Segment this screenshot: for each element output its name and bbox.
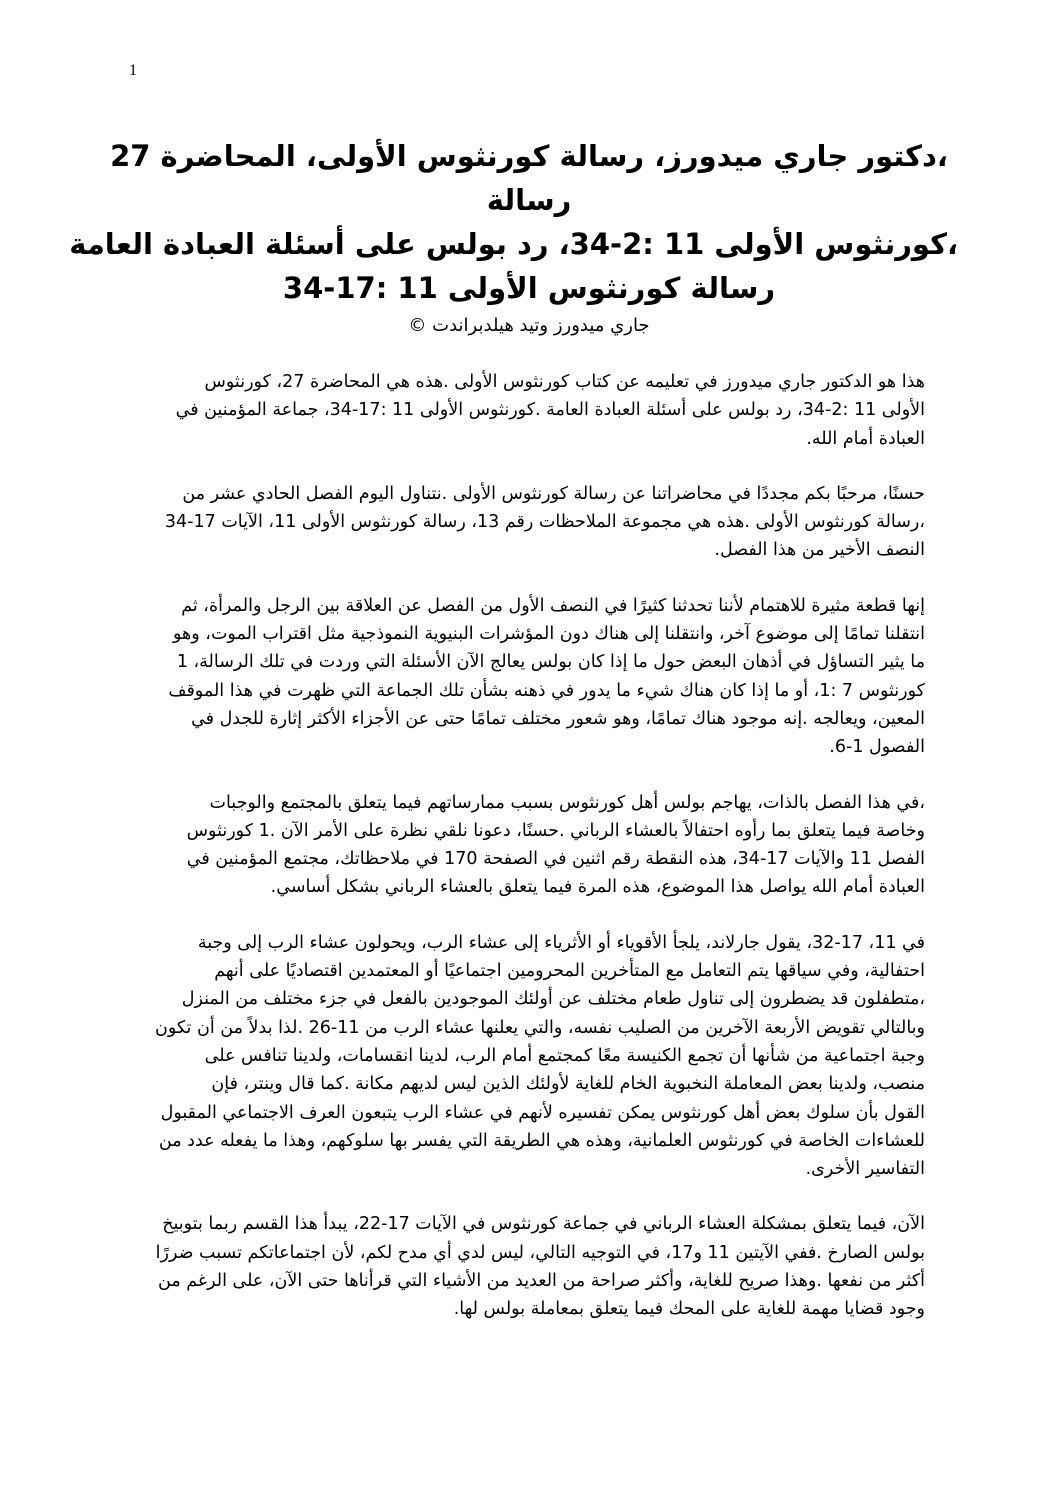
paragraph-line: العبادة أمام الله يواصل هذا الموضوع، هذه المرة فيما يتعلق بالعشاء الرباني بشكل أساسي. bbox=[270, 877, 925, 898]
page-number: 1 bbox=[129, 62, 137, 79]
paragraph bbox=[125, 480, 925, 565]
paragraph-line: الفصول 1-6. bbox=[829, 737, 925, 758]
paragraph-line: الأولى 11 :2-34، رد بولس على أسئلة العبادة العامة .كورنثوس الأولى 11 :17-34، جماعة المؤمنين في bbox=[175, 400, 925, 421]
paragraph-line: ما يثير التساؤل في أذهان البعض حول ما إذا كان بولس يعالج الآن الأسئلة التي وردت في تلك الرسالة، 1 bbox=[176, 652, 925, 673]
paragraph-line: العبادة أمام الله. bbox=[806, 428, 925, 449]
paragraph-line: كورنثوس 7 :1، أو ما إذا كان هناك شيء ما يدور في ذهنه بشأن تلك الجماعة التي ظهرت في هذا الموقف bbox=[168, 680, 925, 701]
paragraph-line: للعشاءات الخاصة في كورنثوس العلمانية، وهذه هي الطريقة التي يفسر بها سلوكهم، وهذا ما يفعله عدد من bbox=[158, 1130, 925, 1151]
title-line: رسالة bbox=[486, 183, 572, 217]
paragraph-line: التفاسير الأخرى. bbox=[805, 1159, 925, 1180]
paragraph-line: المعين، ويعالجه .إنه موجود هناك تمامًا، وهو شعور مختلف تمامًا حتى عن الأجزاء الأكثر إثارة للجدل في bbox=[191, 708, 925, 729]
copyright-line: جاري ميدورز وتيد هيلدبراندت © bbox=[408, 315, 650, 336]
paragraph-line: القول بأن سلوك بعض أهل كورنثوس يمكن تفسيره لأنهم في عشاء الرب يتبعون العرف الاجتماعي المقبول bbox=[160, 1102, 925, 1123]
paragraph bbox=[125, 1210, 925, 1323]
paragraph bbox=[125, 929, 925, 1184]
paragraph-line: انتقلنا تمامًا إلى موضوع آخر، وانتقلنا إلى هناك دون المؤشرات البنيوية النموذجية مثل اقتراب الموت، وهو bbox=[173, 624, 925, 645]
paragraph bbox=[125, 789, 925, 902]
paragraph-line: احتفالية، وفي سياقها يتم التعامل مع المتأخرين المحرومين اجتماعيًا أو المعتمدين اقتصاديًا على أنهم bbox=[214, 961, 925, 982]
paragraph bbox=[125, 592, 925, 762]
paragraph-line: ،متطفلون قد يضطرون إلى تناول طعام مختلف عن أولئك الموجودين بالفعل في جزء مختلف من المنزل bbox=[181, 989, 925, 1010]
paragraph-line: النصف الأخير من هذا الفصل. bbox=[714, 540, 925, 561]
paragraph-line: إنها قطعة مثيرة للاهتمام لأننا تحدثنا كثيرًا في النصف الأول من الفصل عن العلاقة بين الرجل والمرأة، ثم bbox=[181, 595, 925, 616]
title-line: ،كورنثوس الأولى 11 :2-34، رد بولس على أسئلة العبادة العامة bbox=[69, 227, 958, 261]
paragraph-line: ،رسالة كورنثوس الأولى .هذه هي مجموعة الملاحظات رقم 13، رسالة كورنثوس الأولى 11، الآيات 17-34 bbox=[164, 512, 925, 533]
title-line: ،دكتور جاري ميدورز، رسالة كورنثوس الأولى، المحاضرة 27 bbox=[110, 139, 948, 173]
paragraph-line: الفصل 11 والآيات 17-34، هذه النقطة رقم اثنين في الصفحة 170 في ملاحظاتك، مجتمع المؤمنين في bbox=[186, 849, 925, 870]
paragraph bbox=[125, 368, 925, 453]
paragraph-line: أكثر من نفعها .وهذا صريح للغاية، وأكثر صراحة من العديد من الأشياء التي قرأناها حتى الآن، على الرغم من bbox=[158, 1271, 925, 1292]
paragraph-line: بولس الصارخ .ففي الآيتين 11 و17، في التوجيه التالي، ليس لدي أي مدح لكم، لأن اجتماعاتكم تسبب ضررًا bbox=[155, 1242, 925, 1263]
paragraph-line: ،في هذا الفصل بالذات، يهاجم بولس أهل كورنثوس بسبب ممارساتهم فيما يتعلق بالمجتمع والوجبات bbox=[209, 792, 925, 813]
paragraph-line: وجبة اجتماعية من شأنها أن تجمع الكنيسة معًا كمجتمع أمام الرب، لدينا انقسامات، ولدينا تنافس على bbox=[204, 1045, 925, 1066]
paragraph-line: الآن، فيما يتعلق بمشكلة العشاء الرباني في جماعة كورنثوس في الآيات 17-22، يبدأ هذا القسم ربما بتوبيخ bbox=[162, 1214, 925, 1235]
paragraph-line: في 11، 17-32، يقول جارلاند، يلجأ الأقوياء أو الأثرياء إلى عشاء الرب، ويحولون عشاء الرب إلى وجبة bbox=[197, 932, 925, 953]
paragraph-line: وبالتالي تقويض الأربعة الآخرين من الصليب نفسه، والتي يعلنها عشاء الرب من 11-26 .لذا بدلاً من أن تكون bbox=[155, 1017, 925, 1038]
paragraph-line: وجود قضايا مهمة للغاية على المحك فيما يتعلق بمعاملة بولس لها. bbox=[453, 1299, 925, 1320]
paragraph-line: حسنًا، مرحبًا بكم مجددًا في محاضراتنا عن رسالة كورنثوس الأولى .نتناول اليوم الفصل الحادي عشر من bbox=[182, 483, 925, 504]
document-title bbox=[69, 134, 958, 310]
paragraph-line: هذا هو الدكتور جاري ميدورز في تعليمه عن كتاب كورنثوس الأولى .هذه هي المحاضرة 27، كورنثوس bbox=[204, 372, 925, 392]
paragraph-line: وخاصة فيما يتعلق بما رأوه احتفالاً بالعشاء الرباني .حسنًا، دعونا نلقي نظرة على الأمر الآن .1 كورنثوس bbox=[186, 820, 925, 841]
document-body bbox=[125, 368, 925, 1351]
title-line: رسالة كورنثوس الأولى 11 :17-34 bbox=[282, 271, 776, 305]
paragraph-line: منصب، ولدينا بعض المعاملة النخبوية الخام للغاية لأولئك الذين ليس لديهم مكانة .كما قال وينتر، فإن bbox=[211, 1074, 925, 1095]
